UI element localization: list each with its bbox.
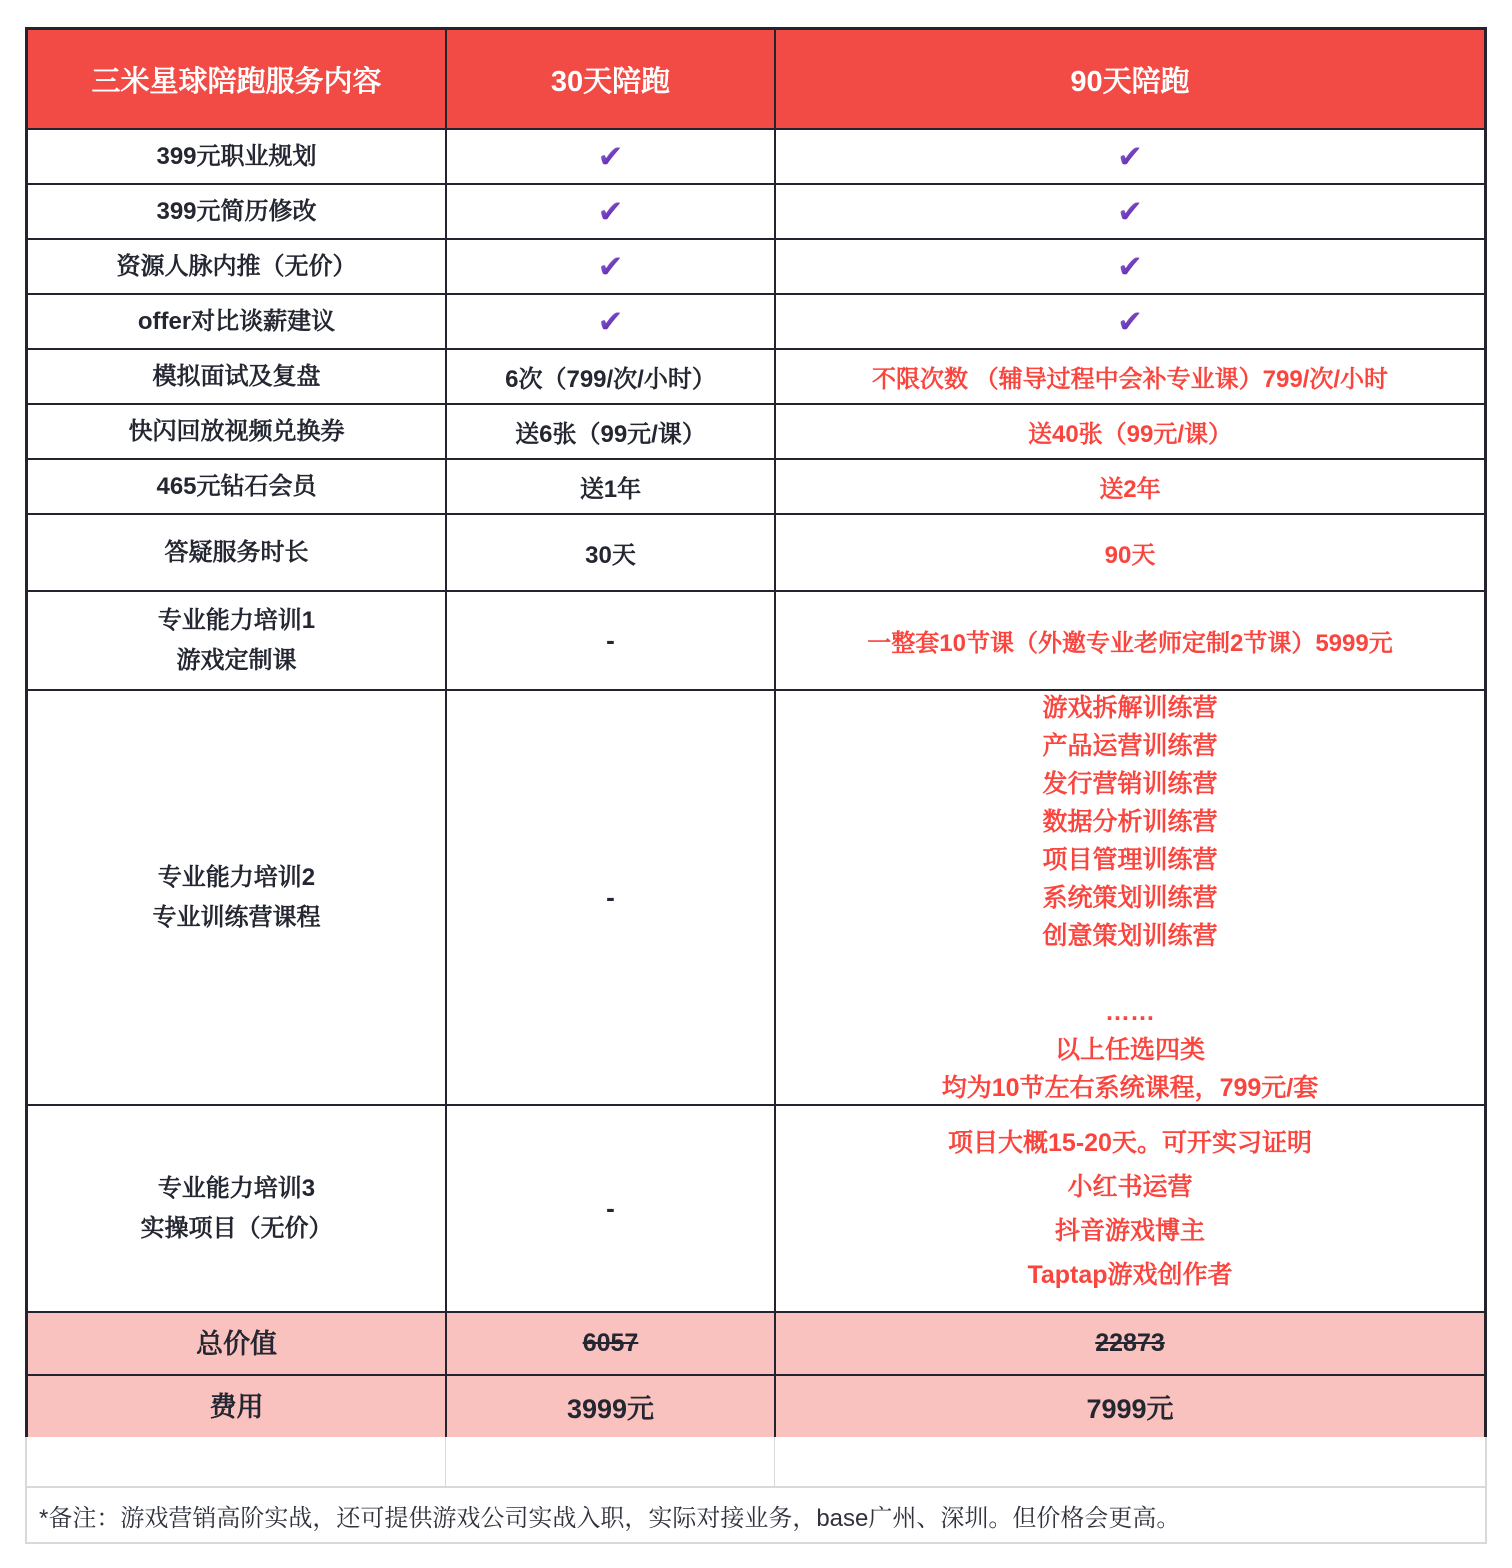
value-text: 30天: [585, 542, 636, 569]
value-text: 一整套10节课（外邀专业老师定制2节课）5999元: [867, 630, 1393, 657]
plan30-cell: [447, 1376, 776, 1437]
service-label-cell: [28, 691, 447, 1104]
plan90-cell: [776, 1376, 1484, 1437]
value-line: 数据分析训练营: [1042, 807, 1218, 836]
plan30-cell: [447, 1106, 776, 1311]
value-text: 3999元: [566, 1394, 655, 1424]
struck-value: 6057: [582, 1329, 639, 1357]
value-line: ……: [1105, 997, 1155, 1026]
header-service-label: 三米星球陪跑服务内容: [91, 65, 382, 98]
service-label-cell: [28, 350, 447, 403]
plan90-cell: [776, 592, 1484, 689]
checkmark-icon: ✔: [597, 304, 624, 339]
plan90-cell: [776, 185, 1484, 238]
value-line: 均为10节左右系统课程，799元/套: [941, 1073, 1319, 1102]
header-plan90-cell: [776, 30, 1484, 128]
table-row: [28, 515, 1484, 592]
no-service-dash: -: [606, 882, 615, 912]
pricing-table: [25, 27, 1487, 1440]
table-rows: [28, 130, 1484, 1437]
value-text: 90天: [1104, 542, 1156, 569]
plan90-cell: [776, 130, 1484, 183]
table-row: [28, 1106, 1484, 1313]
service-label-line: 模拟面试及复盘: [152, 362, 321, 390]
header-plan30-label: 30天陪跑: [550, 65, 671, 98]
service-label-line: 总价值: [196, 1328, 277, 1359]
value-line: 产品运营训练营: [1042, 731, 1218, 760]
table-row: [28, 130, 1484, 185]
service-label-cell: [28, 592, 447, 689]
table-row: [28, 405, 1484, 460]
footnote: [27, 1488, 1485, 1542]
table-row: [28, 460, 1484, 515]
checkmark-icon: ✔: [597, 139, 624, 174]
checkmark-icon: ✔: [1117, 304, 1143, 339]
value-text: 不限次数 （辅导过程中会补专业课）799/次/小时: [871, 366, 1389, 393]
service-label-cell: [28, 460, 447, 513]
service-label-line: 资源人脉内推（无价）: [116, 252, 357, 280]
plan30-cell: [447, 460, 776, 513]
plan90-cell: [776, 295, 1484, 348]
plan30-cell: [447, 592, 776, 689]
plan30-cell: [447, 185, 776, 238]
plan30-cell: [447, 295, 776, 348]
service-label-line: 费用: [209, 1391, 264, 1422]
service-label-line: 实操项目（无价）: [140, 1214, 333, 1242]
service-label-cell: [28, 130, 447, 183]
value-line: [942, 955, 1318, 993]
plan30-cell: [447, 350, 776, 403]
service-label-line: 专业能力培训3: [157, 1174, 316, 1202]
multiline-value: [942, 689, 1318, 1107]
plan90-cell: [776, 1313, 1484, 1374]
value-line: 游戏拆解训练营: [1042, 693, 1218, 722]
value-text: 6次（799/次/小时）: [505, 366, 716, 393]
service-label-cell: [28, 1313, 447, 1374]
value-text: 送40张（99元/课）: [1027, 421, 1233, 448]
service-label-line: 399元简历修改: [156, 197, 317, 225]
value-line: 发行营销训练营: [1042, 769, 1218, 798]
plan30-cell: [447, 1313, 776, 1374]
plan90-cell: [776, 240, 1484, 293]
service-label-line: 游戏定制课: [176, 646, 297, 674]
service-label-line: 399元职业规划: [156, 142, 317, 170]
table-row: [28, 185, 1484, 240]
plan90-cell: [776, 460, 1484, 513]
no-service-dash: -: [606, 625, 615, 655]
plan30-cell: [447, 240, 776, 293]
service-label-line: 快闪回放视频兑换券: [128, 417, 345, 445]
service-label-cell: [28, 295, 447, 348]
value-line: 系统策划训练营: [1042, 883, 1218, 912]
service-label-cell: [28, 1376, 447, 1437]
value-text: 7999元: [1086, 1394, 1174, 1424]
table-row: [28, 691, 1484, 1106]
empty-row: [27, 1437, 1485, 1488]
empty-cell: [27, 1437, 446, 1486]
value-line: 以上任选四类: [1054, 1035, 1205, 1064]
header-plan90-label: 90天陪跑: [1070, 65, 1190, 98]
checkmark-icon: ✔: [1117, 194, 1143, 229]
service-label-cell: [28, 240, 447, 293]
empty-cell: [775, 1437, 1485, 1486]
plan90-cell: [776, 350, 1484, 403]
value-line: 小红书运营: [1067, 1172, 1193, 1201]
service-label-cell: [28, 1106, 447, 1311]
struck-value: 22873: [1095, 1329, 1165, 1357]
footnote-text: *备注：游戏营销高阶实战，还可提供游戏公司实战入职，实际对接业务，base广州、深圳。但价格会更高。: [39, 1504, 1181, 1532]
service-label-cell: [28, 405, 447, 458]
value-line: 项目管理训练营: [1042, 845, 1218, 874]
plan90-cell: [776, 515, 1484, 590]
plan30-cell: [447, 691, 776, 1104]
checkmark-icon: ✔: [1117, 249, 1143, 284]
value-text: 送2年: [1099, 476, 1161, 503]
service-label-line: 答疑服务时长: [164, 538, 309, 566]
table-row: [28, 240, 1484, 295]
no-service-dash: -: [606, 1193, 615, 1223]
plan90-cell: [776, 691, 1484, 1104]
plan90-cell: [776, 1106, 1484, 1311]
table-row: [28, 592, 1484, 691]
empty-cell: [446, 1437, 775, 1486]
plan30-cell: [447, 405, 776, 458]
table-row: [28, 1376, 1484, 1437]
header-service-cell: [28, 30, 447, 128]
service-label-cell: [28, 185, 447, 238]
checkmark-icon: ✔: [597, 249, 624, 284]
table-header-row: [28, 30, 1484, 130]
checkmark-icon: ✔: [1117, 139, 1143, 174]
service-label-line: 465元钻石会员: [156, 472, 317, 500]
value-text: 送6张（99元/课）: [515, 421, 706, 448]
value-line: 项目大概15-20天。可开实习证明: [948, 1128, 1312, 1157]
multiline-value: [948, 1121, 1312, 1297]
value-text: 送1年: [579, 476, 642, 503]
value-line: 抖音游戏博主: [1054, 1216, 1205, 1245]
table-row: [28, 295, 1484, 350]
plan30-cell: [447, 515, 776, 590]
service-label-cell: [28, 515, 447, 590]
value-line: Taptap游戏创作者: [1027, 1260, 1233, 1289]
plan90-cell: [776, 405, 1484, 458]
header-plan30-cell: [447, 30, 776, 128]
table-footer-section: [25, 1437, 1487, 1544]
service-label-line: 专业能力培训1: [157, 606, 316, 634]
service-label-line: 专业训练营课程: [152, 903, 321, 931]
table-row: [28, 350, 1484, 405]
value-line: 创意策划训练营: [1042, 921, 1218, 950]
checkmark-icon: ✔: [597, 194, 624, 229]
service-label-line: offer对比谈薪建议: [137, 307, 336, 335]
plan30-cell: [447, 130, 776, 183]
table-row: [28, 1313, 1484, 1376]
service-label-line: 专业能力培训2: [157, 863, 316, 891]
